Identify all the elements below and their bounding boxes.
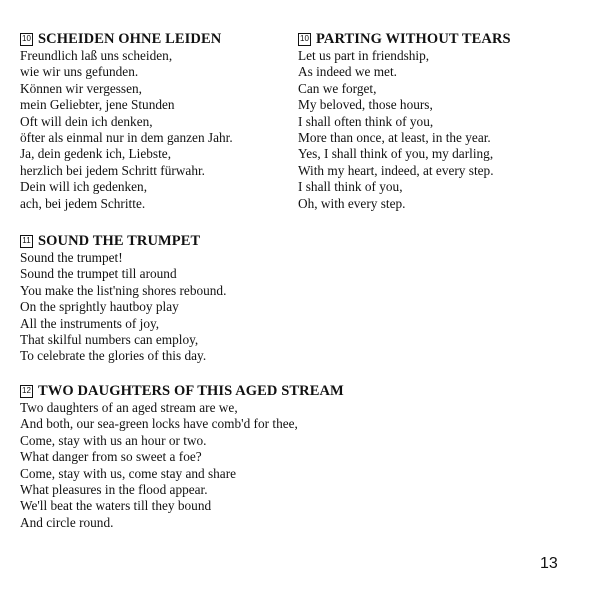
lyric-line: Können wir vergessen,	[20, 80, 142, 96]
lyrics-lines	[20, 48, 233, 212]
lyric-line: On the sprightly hautboy play	[20, 299, 179, 315]
lyric-line: öfter als einmal nur in dem ganzen Jahr.	[20, 130, 233, 146]
section-heading	[20, 232, 226, 250]
lyric-line: My beloved, those hours,	[298, 97, 433, 113]
lyrics-lines	[298, 48, 511, 212]
section-11	[20, 232, 226, 365]
track-number-box: 10	[298, 33, 311, 46]
track-number-box: 11	[20, 235, 33, 248]
lyric-line: With my heart, indeed, at every step.	[298, 162, 494, 178]
lyric-line: What pleasures in the flood appear.	[20, 482, 208, 498]
lyric-line: I shall often think of you,	[298, 113, 434, 129]
section-title: SCHEIDEN OHNE LEIDEN	[38, 30, 222, 47]
lyrics-lines	[20, 250, 226, 365]
lyric-line: You make the list'ning shores rebound.	[20, 282, 227, 298]
lyric-line: Oh, with every step.	[298, 195, 406, 211]
lyric-line: As indeed we met.	[298, 64, 397, 80]
lyric-line: mein Geliebter, jene Stunden	[20, 97, 175, 113]
lyric-line: More than once, at least, in the year.	[298, 130, 491, 146]
page-number: 13	[540, 555, 558, 572]
lyric-line: wie wir uns gefunden.	[20, 64, 139, 80]
section-10-german	[20, 30, 233, 212]
track-number-box: 12	[20, 385, 33, 398]
lyric-line: herzlich bei jedem Schritt fürwahr.	[20, 162, 205, 178]
lyric-line: Dein will ich gedenken,	[20, 179, 148, 195]
lyric-line: ach, bei jedem Schritte.	[20, 195, 146, 211]
section-heading	[20, 30, 233, 48]
lyric-line: Sound the trumpet!	[20, 250, 123, 265]
lyric-line: Oft will dein ich denken,	[20, 113, 153, 129]
lyric-line: We'll beat the waters till they bound	[20, 498, 212, 514]
section-title: PARTING WITHOUT TEARS	[316, 30, 511, 47]
section-heading	[20, 382, 344, 400]
lyric-line: To celebrate the glories of this day.	[20, 348, 207, 364]
lyric-line: Come, stay with us, come stay and share	[20, 465, 237, 481]
lyric-line: Ja, dein gedenk ich, Liebste,	[20, 146, 172, 162]
lyric-line: Sound the trumpet till around	[20, 266, 177, 282]
section-title: SOUND THE TRUMPET	[38, 232, 201, 249]
lyric-line: What danger from so sweet a foe?	[20, 449, 202, 465]
lyric-line: Come, stay with us an hour or two.	[20, 432, 207, 448]
lyric-line: All the instruments of joy,	[20, 315, 160, 331]
lyric-line: That skilful numbers can employ,	[20, 332, 199, 348]
lyric-line: And circle round.	[20, 514, 114, 530]
lyric-line: I shall think of you,	[298, 179, 403, 195]
lyric-line: Freundlich laß uns scheiden,	[20, 48, 173, 63]
section-title: TWO DAUGHTERS OF THIS AGED STREAM	[38, 382, 344, 399]
lyric-line: Yes, I shall think of you, my darling,	[298, 146, 494, 162]
lyric-line: Two daughters of an aged stream are we,	[20, 400, 238, 415]
section-heading	[298, 30, 511, 48]
section-12	[20, 382, 344, 531]
track-number-box: 10	[20, 33, 33, 46]
lyric-line: And both, our sea-green locks have comb'd for thee,	[20, 416, 298, 432]
lyric-line: Can we forget,	[298, 80, 377, 96]
lyric-line: Let us part in friendship,	[298, 48, 430, 63]
lyrics-lines	[20, 400, 344, 531]
section-10-english	[298, 30, 511, 212]
